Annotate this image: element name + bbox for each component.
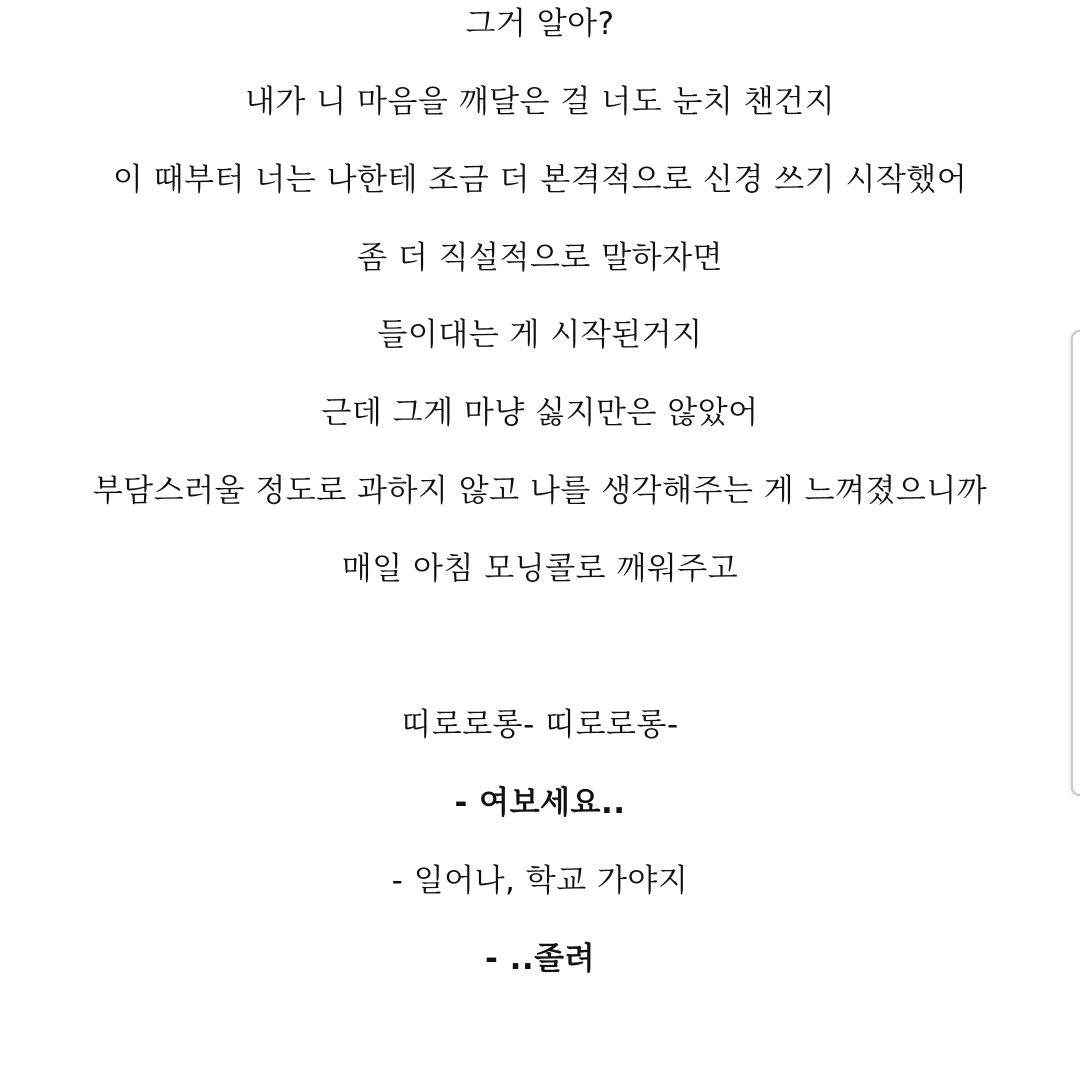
- scroll-handle[interactable]: [1071, 330, 1080, 796]
- story-line: 그거 알아?: [465, 6, 615, 42]
- dialogue-line: - 일어나, 학교 가야지: [391, 863, 689, 899]
- story-line: 매일 아침 모닝콜로 깨워주고: [341, 551, 739, 587]
- story-line: 띠로로롱- 띠로로롱-: [401, 707, 679, 743]
- story-line: 좀 더 직설적으로 말하자면: [357, 240, 723, 276]
- dialogue-line: - ..졸려: [484, 941, 596, 977]
- story-line: 이 때부터 너는 나한테 조금 더 본격적으로 신경 쓰기 시작했어: [112, 162, 968, 198]
- story-line: 부담스러울 정도로 과하지 않고 나를 생각해주는 게 느껴졌으니까: [92, 473, 988, 509]
- story-line: 근데 그게 마냥 싫지만은 않았어: [321, 395, 759, 431]
- dialogue-line: - 여보세요..: [454, 785, 626, 821]
- story-line: 내가 니 마음을 깨달은 걸 너도 눈치 챈건지: [244, 84, 836, 120]
- story-line: 들이대는 게 시작된거지: [377, 317, 703, 353]
